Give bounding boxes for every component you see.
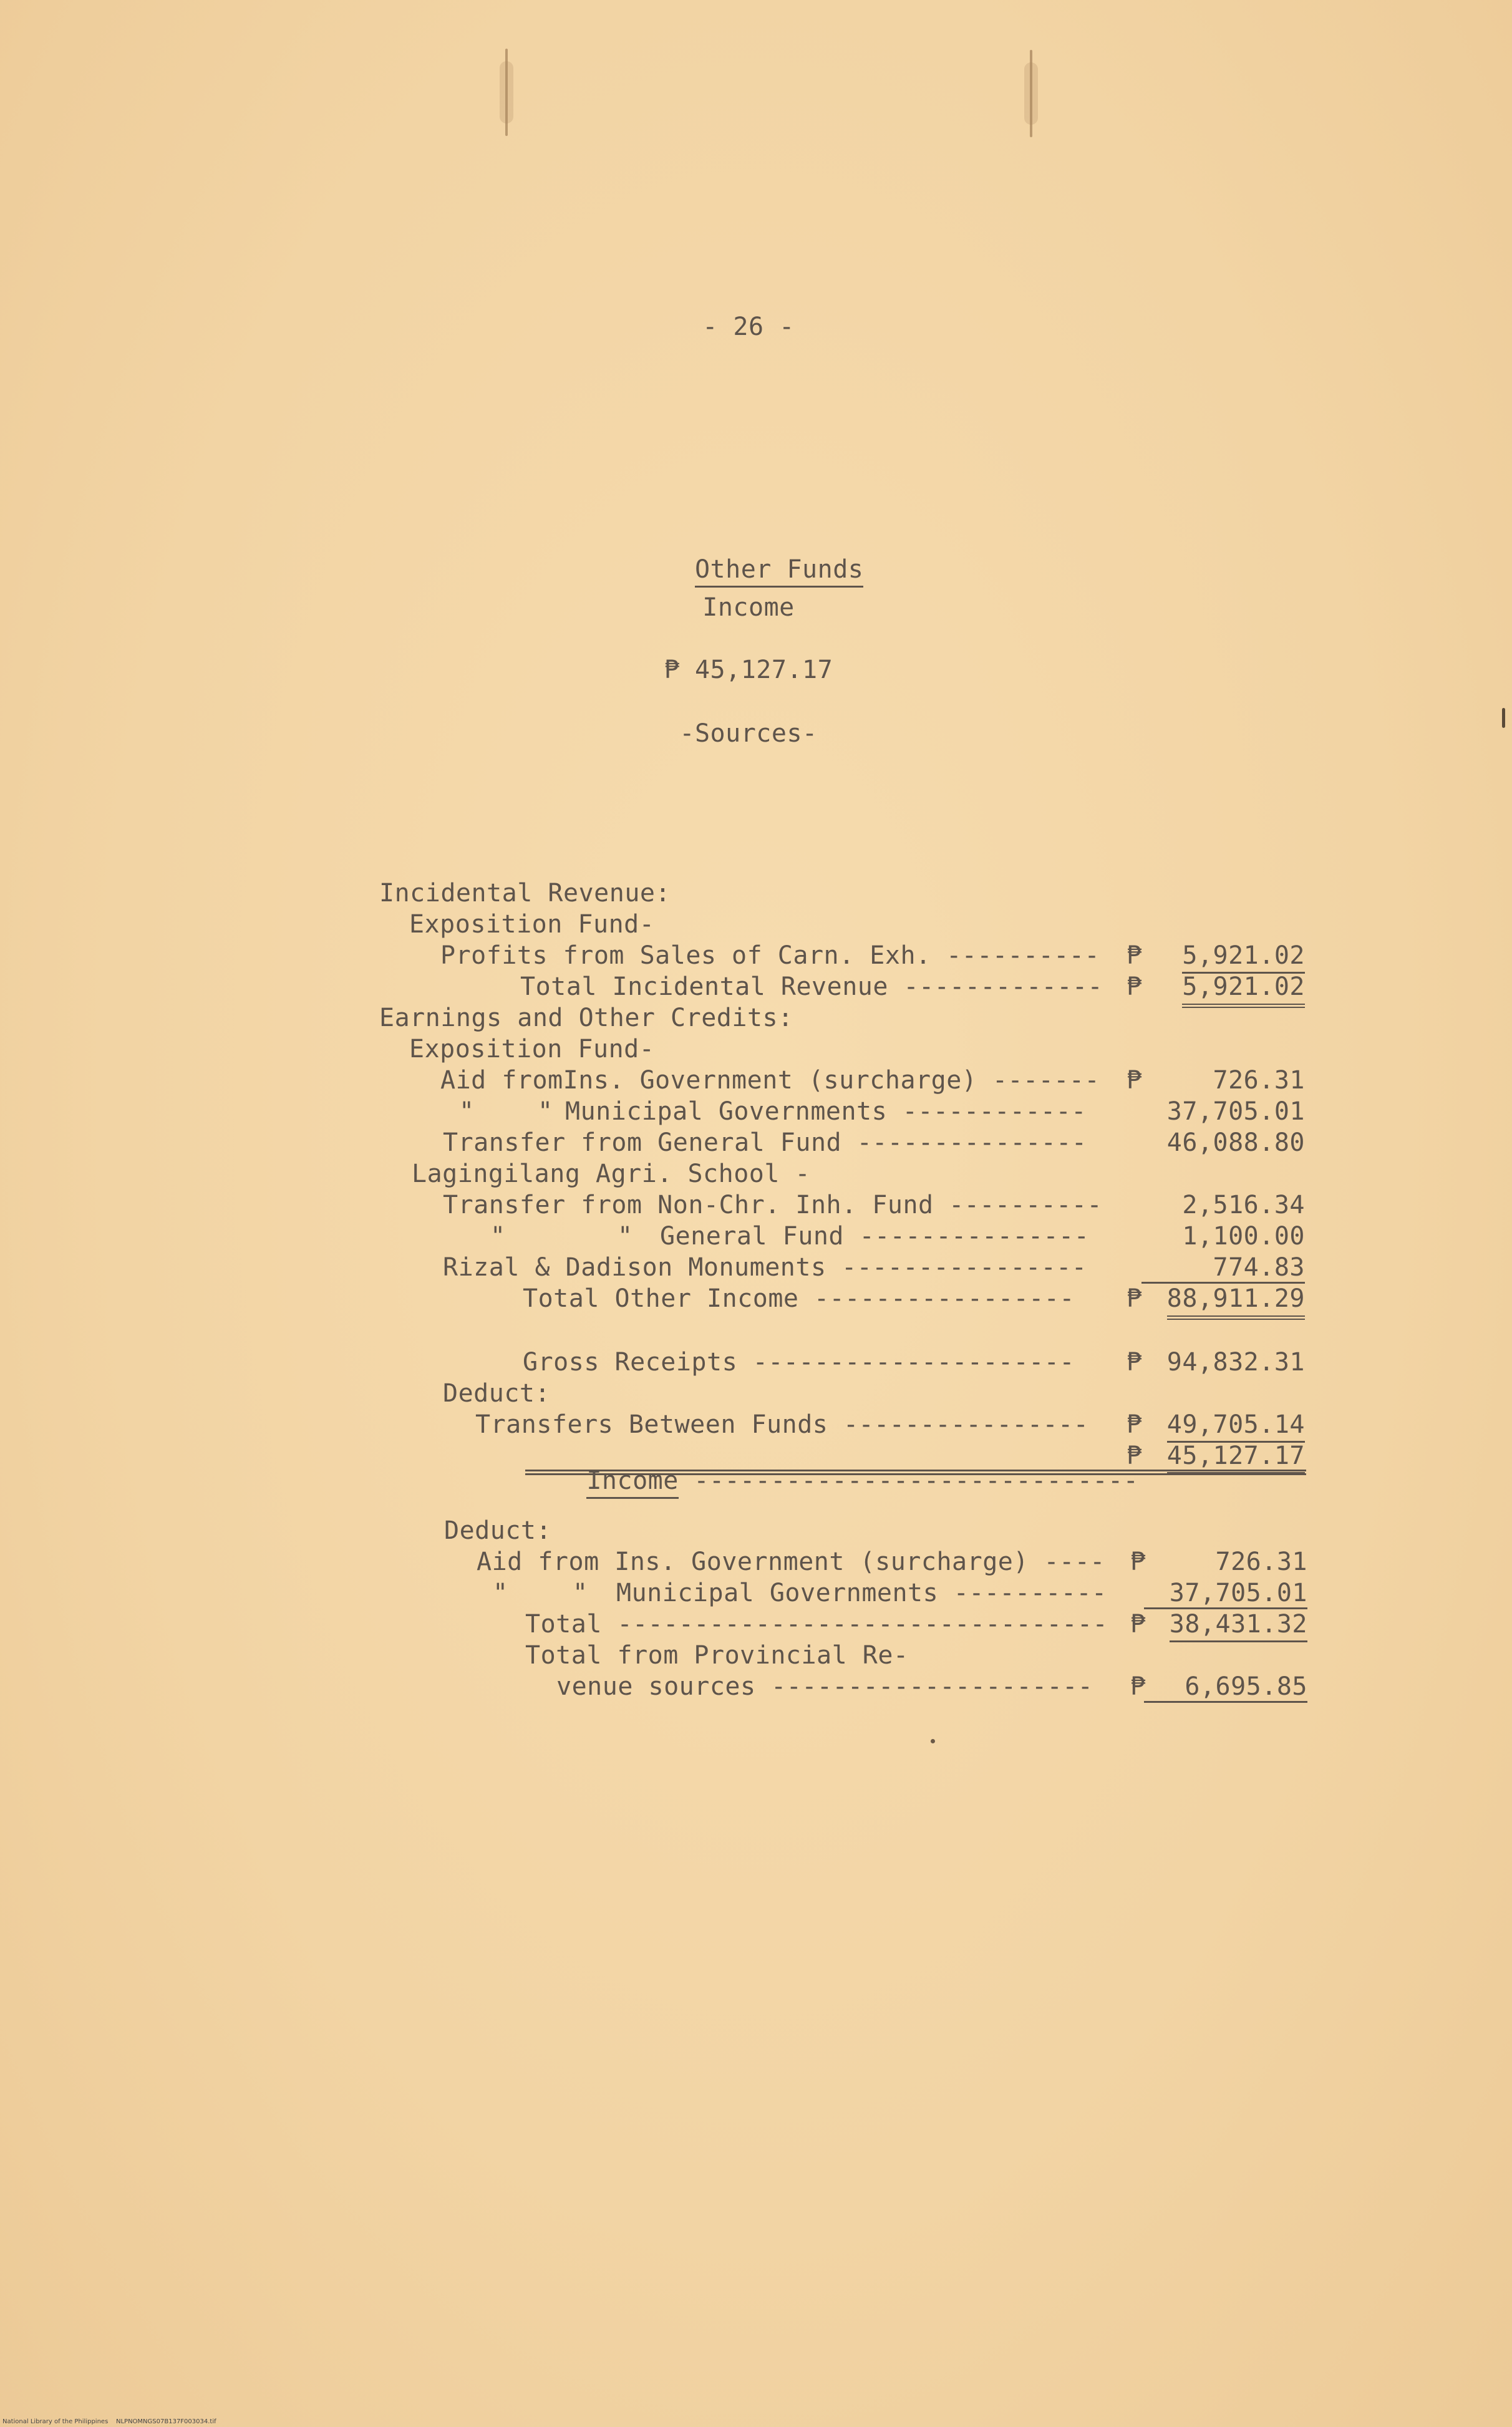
profits-peso: ₱ (1127, 941, 1142, 970)
archive-footer: National Library of the Philippines NLPNOMNGS07B137F003034.tif (2, 2418, 216, 2425)
deduct-aid-label: Aid from Ins. Government (surcharge) ---- (477, 1548, 1105, 1576)
summary-deduct-heading: Deduct: (443, 1379, 551, 1408)
incidental-total-label: Total Incidental Revenue ------------- (520, 972, 1103, 1001)
general-fund-ditto-1: " (490, 1222, 506, 1251)
gross-receipts-label: Gross Receipts --------------------- (523, 1348, 1075, 1377)
deduct-total-peso: ₱ (1130, 1610, 1146, 1639)
deduct-aid-amount: 726.31 (1215, 1548, 1307, 1576)
income-row-amount (1141, 1443, 1305, 1468)
general-fund-label: General Fund --------------- (660, 1222, 1090, 1251)
deduct-municipal-label: Municipal Governments ---------- (616, 1579, 1107, 1607)
transfer-nonchr-amount: 2,516.34 (1182, 1191, 1305, 1219)
earnings-aid-peso: ₱ (1127, 1066, 1142, 1095)
incidental-fund: Exposition Fund- (409, 910, 655, 939)
income-row-dashes: ----------------------------- (678, 1466, 1139, 1495)
income-row-peso: ₱ (1127, 1441, 1142, 1470)
earnings-aid-amount: 726.31 (1213, 1066, 1305, 1095)
general-fund-amount: 1,100.00 (1182, 1222, 1305, 1251)
incidental-total-amount (1141, 974, 1305, 999)
transfers-between-amount-value: 49,705.14 (1167, 1410, 1305, 1443)
incidental-total-peso: ₱ (1127, 972, 1142, 1001)
sources-heading: -Sources- (679, 719, 818, 748)
transfers-between-amount (1141, 1412, 1305, 1437)
provincial-peso: ₱ (1130, 1672, 1146, 1701)
earnings-municipal-ditto-1: " (459, 1097, 475, 1126)
earnings-fund: Exposition Fund- (409, 1035, 655, 1063)
general-fund-ditto-2: " (618, 1222, 633, 1251)
earnings-municipal-ditto-2: " (538, 1097, 553, 1126)
transfer-general-label: Transfer from General Fund --------------- (443, 1128, 1087, 1157)
deductions-heading: Deduct: (444, 1516, 552, 1545)
school-heading: Lagingilang Agri. School - (412, 1160, 811, 1188)
deduct-total-label: Total -------------------------------- (525, 1610, 1108, 1639)
profits-amount-value: 5,921.02 (1182, 941, 1305, 974)
deduct-aid-peso: ₱ (1130, 1548, 1146, 1576)
provincial-label-line-1: Total from Provincial Re- (525, 1641, 909, 1670)
deduct-municipal-ditto-1: " (493, 1579, 508, 1607)
provincial-amount (1144, 1674, 1307, 1703)
transfer-nonchr-label: Transfer from Non-Chr. Inh. Fund ---------- (443, 1191, 1103, 1219)
gross-receipts-peso: ₱ (1127, 1348, 1142, 1377)
deduct-total-amount-value: 38,431.32 (1170, 1610, 1307, 1642)
income-row-amount-value: 45,127.17 (1167, 1441, 1305, 1474)
earnings-municipal-label: Municipal Governments ------------ (565, 1097, 1087, 1126)
earnings-heading: Earnings and Other Credits: (379, 1004, 793, 1032)
income-total: ₱ 45,127.17 (664, 656, 833, 684)
other-income-total-amount (1141, 1286, 1305, 1311)
other-income-total-amount-value: 88,911.29 (1167, 1284, 1305, 1320)
gross-receipts-amount: 94,832.31 (1166, 1348, 1305, 1377)
incidental-heading: Incidental Revenue: (379, 879, 671, 908)
provincial-amount-value: 6,695.85 (1144, 1674, 1307, 1703)
rizal-amount (1141, 1255, 1305, 1284)
earnings-aid-label: Aid fromIns. Government (surcharge) ------- (440, 1066, 1100, 1095)
transfer-general-amount: 46,088.80 (1166, 1128, 1305, 1157)
page-number: - 26 - (702, 312, 795, 341)
earnings-municipal-amount: 37,705.01 (1166, 1097, 1305, 1126)
income-double-rule (525, 1470, 1306, 1475)
rizal-label: Rizal & Dadison Monuments ---------------- (443, 1253, 1087, 1282)
deduct-municipal-ditto-2: " (573, 1579, 588, 1607)
edge-mark (1502, 708, 1505, 728)
income-row (525, 1443, 1138, 1518)
other-income-total-peso: ₱ (1127, 1284, 1142, 1313)
transfers-between-peso: ₱ (1127, 1410, 1142, 1439)
deduct-municipal-amount-value: 37,705.01 (1144, 1581, 1307, 1609)
deduct-total-amount (1144, 1612, 1307, 1637)
other-income-total-label: Total Other Income ----------------- (523, 1284, 1075, 1313)
ink-dot (931, 1739, 935, 1743)
profits-label: Profits from Sales of Carn. Exh. ---------- (440, 941, 1100, 970)
punch-hole-left (500, 49, 513, 136)
income-row-label: Income (586, 1466, 679, 1499)
page-title-text: Other Funds (695, 555, 863, 588)
page-subtitle: Income (702, 593, 795, 622)
incidental-total-amount-value: 5,921.02 (1182, 972, 1305, 1008)
provincial-label-line-2: venue sources --------------------- (556, 1672, 1093, 1701)
profits-amount (1141, 943, 1305, 968)
rizal-amount-value: 774.83 (1141, 1255, 1305, 1284)
transfers-between-label: Transfers Between Funds ---------------- (475, 1410, 1089, 1439)
deduct-municipal-amount (1144, 1581, 1307, 1609)
punch-hole-right (1024, 50, 1038, 137)
